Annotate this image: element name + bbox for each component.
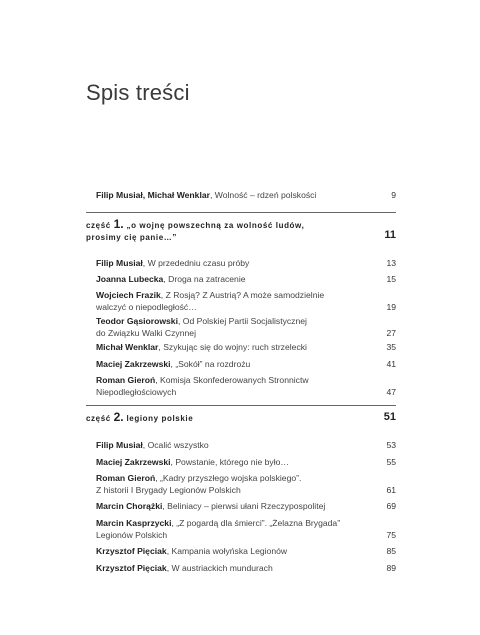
entry-title: W austriackich mundurach [171, 563, 273, 573]
part-number: 2. [113, 410, 124, 424]
part-label: część [86, 221, 111, 230]
entry-page: 35 [386, 342, 396, 352]
toc-entry: Filip Musiał, Ocalić wszystko [96, 440, 209, 450]
entry-page: 69 [386, 501, 396, 511]
entry-author: Filip Musiał, Michał Wenklar [96, 190, 210, 200]
part-2-heading [86, 411, 386, 425]
entry-title: „Kadry przyszłego wojska polskiego”. [160, 473, 302, 483]
entry-title: Ocalić wszystko [147, 440, 209, 450]
toc-entry: Roman Gieroń, „Kadry przyszłego wojska polskiego”. Z historii I Brygady Legionów Polskich [96, 472, 396, 496]
toc-entry: Maciej Zakrzewski, „Sokół” na rozdrożu [96, 359, 251, 369]
toc-entry: Wojciech Frazik, Z Rosją? Z Austrią? A może samodzielnie walczyć o niepodległość… [96, 289, 396, 313]
entry-title: Szykując się do wojny: ruch strzelecki [163, 342, 307, 352]
entry-title: Z Rosją? Z Austrią? A może samodzielnie [165, 290, 325, 300]
entry-title: Od Polskiej Partii Socjalistycznej [182, 316, 307, 326]
entry-page: 9 [391, 190, 396, 200]
toc-entry: Michał Wenklar, Szykując się do wojny: ruch strzelecki [96, 342, 307, 352]
entry-author: Krzysztof Pięciak [96, 563, 167, 573]
toc-entry: Filip Musiał, W przededniu czasu próby [96, 258, 250, 268]
part-1-rule [86, 212, 396, 213]
entry-author: Joanna Lubecka [96, 274, 164, 284]
toc-entry: Marcin Kasprzycki, „Z pogardą dla śmierci”. „Żelazna Brygada” Legionów Polskich [96, 517, 396, 541]
part-label: część [86, 414, 111, 423]
entry-page: 89 [386, 563, 396, 573]
toc-entry: Krzysztof Pięciak, W austriackich mundurach [96, 563, 273, 573]
entry-author: Roman Gieroń [96, 375, 156, 385]
toc-entry: Roman Gieroń, Komisja Skonfederowanych Stronnictw Niepodległościowych [96, 374, 396, 398]
toc-entry: Marcin Chorążki, Beliniacy – pierwsi ułani Rzeczypospolitej [96, 501, 326, 511]
entry-page: 27 [386, 328, 396, 338]
entry-page: 53 [386, 440, 396, 450]
part-1-page: 11 [384, 229, 396, 241]
entry-author: Marcin Chorążki [96, 501, 163, 511]
entry-title-continued: do Związku Walki Czynnej [96, 328, 196, 338]
entry-title: Powstanie, którego nie było… [175, 457, 290, 467]
entry-page: 61 [386, 485, 396, 495]
entry-author: Teodor Gąsiorowski [96, 316, 178, 326]
entry-title: Wolność – rdzeń polskości [214, 190, 317, 200]
part-title-line1: legiony polskie [126, 414, 194, 423]
part-1-heading [86, 218, 386, 244]
entry-title-continued: Niepodległościowych [96, 387, 177, 397]
entry-title: Kampania wołyńska Legionów [171, 546, 288, 556]
part-title-line2: prosimy cię panie…” [86, 233, 177, 242]
part-2-page: 51 [383, 411, 396, 423]
entry-page: 41 [386, 359, 396, 369]
entry-author: Filip Musiał [96, 440, 143, 450]
entry-title: W przededniu czasu próby [147, 258, 250, 268]
intro-entry: Filip Musiał, Michał Wenklar, Wolność – rdzeń polskości [96, 190, 317, 200]
entry-title: Droga na zatracenie [168, 274, 246, 284]
entry-title: Beliniacy – pierwsi ułani Rzeczypospolitej [167, 501, 326, 511]
toc-entry: Maciej Zakrzewski, Powstanie, którego nie było… [96, 457, 290, 467]
entry-author: Filip Musiał [96, 258, 143, 268]
toc-entry: Krzysztof Pięciak, Kampania wołyńska Legionów [96, 546, 288, 556]
toc-entry: Joanna Lubecka, Droga na zatracenie [96, 274, 246, 284]
entry-page: 13 [386, 258, 396, 268]
entry-page: 75 [386, 530, 396, 540]
entry-page: 15 [386, 274, 396, 284]
entry-author: Michał Wenklar [96, 342, 159, 352]
entry-author: Marcin Kasprzycki [96, 518, 172, 528]
entry-author: Roman Gieroń [96, 473, 156, 483]
page-title: Spis treści [86, 80, 190, 105]
entry-author: Krzysztof Pięciak [96, 546, 167, 556]
entry-author: Wojciech Frazik [96, 290, 161, 300]
entry-page: 47 [386, 387, 396, 397]
entry-title-continued: Z historii I Brygady Legionów Polskich [96, 485, 241, 495]
entry-author: Maciej Zakrzewski [96, 359, 171, 369]
toc-entry: Teodor Gąsiorowski, Od Polskiej Partii Socjalistycznej do Związku Walki Czynnej [96, 315, 396, 339]
entry-page: 85 [386, 546, 396, 556]
entry-title-continued: Legionów Polskich [96, 530, 168, 540]
entry-author: Maciej Zakrzewski [96, 457, 171, 467]
part-2-rule [86, 405, 396, 406]
entry-title: „Sokół” na rozdrożu [175, 359, 251, 369]
entry-page: 55 [386, 457, 396, 467]
entry-title: Komisja Skonfederowanych Stronnictw [160, 375, 309, 385]
entry-title: „Z pogardą dla śmierci”. „Żelazna Brygada” [176, 518, 341, 528]
part-title-line1: „o wojnę powszechną za wolność ludów, [126, 221, 305, 230]
entry-page: 19 [386, 302, 396, 312]
part-number: 1. [113, 217, 124, 231]
entry-title-continued: walczyć o niepodległość… [96, 302, 197, 312]
